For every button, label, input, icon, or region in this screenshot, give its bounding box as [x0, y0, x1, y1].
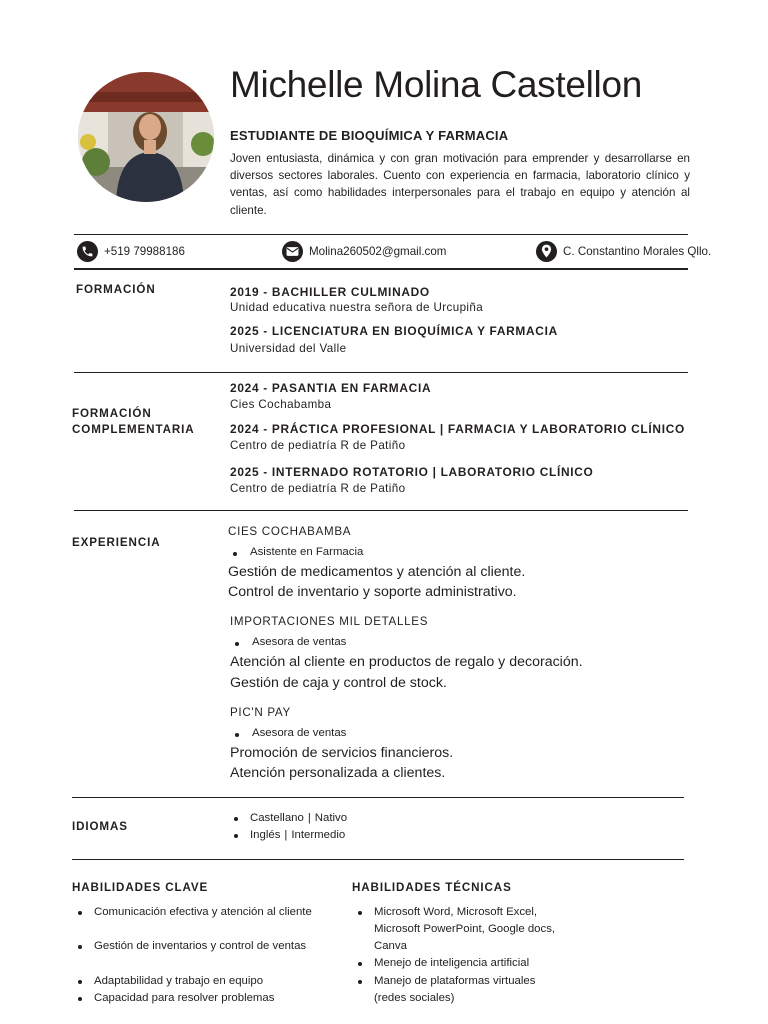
language-name: Castellano: [250, 812, 304, 824]
job-duty: Gestión de medicamentos y atención al cliente.: [228, 564, 526, 580]
training-place: Cies Cochabamba: [230, 398, 332, 411]
training-place: Centro de pediatría R de Patiño: [230, 482, 406, 495]
section-label-formacion: FORMACIÓN: [76, 283, 156, 296]
job-duty: Atención personalizada a clientes.: [230, 765, 446, 781]
divider: [74, 268, 688, 270]
candidate-name: Michelle Molina Castellon: [230, 64, 643, 105]
phone-icon: [77, 241, 98, 262]
profile-photo: [78, 72, 214, 202]
language-item: Inglés | Intermedio: [229, 827, 345, 844]
section-label-line: FORMACIÓN: [72, 407, 152, 420]
email-address[interactable]: Molina260502@gmail.com: [309, 244, 447, 258]
section-label-idiomas: IDIOMAS: [72, 820, 128, 833]
job-position: Asesora de ventas: [230, 636, 346, 648]
training-place: Centro de pediatría R de Patiño: [230, 439, 406, 452]
skill-item: Manejo de plataformas virtuales (redes sociales): [353, 973, 553, 1007]
profile-summary: Joven entusiasta, dinámica y con gran motivación para emprender y desarrollarse en diversos sectores laborales. Cuento con experiencia en farmacia, laboratorio clínico y ventas, así como habilidades interpersonales para el trabajo en equipo y atención al cliente.: [230, 152, 690, 217]
divider: [74, 234, 688, 235]
education-place: Universidad del Valle: [230, 342, 347, 355]
skill-item: Menejo de inteligencia artificial: [353, 955, 583, 972]
job-duty: Atención al cliente en productos de regalo y decoración.: [230, 654, 583, 670]
section-label-experiencia: EXPERIENCIA: [72, 536, 161, 549]
contact-phone: [77, 238, 185, 264]
section-label-line: COMPLEMENTARIA: [72, 423, 195, 436]
job-duty: Control de inventario y soporte administrativo.: [228, 584, 517, 600]
mail-icon: [282, 241, 303, 262]
section-label-habilidades-clave: HABILIDADES CLAVE: [72, 881, 209, 894]
contact-address: [536, 238, 711, 264]
training-title: 2025 - INTERNADO ROTATORIO | LABORATORIO CLÍNICO: [230, 465, 594, 479]
section-label-habilidades-tecnicas: HABILIDADES TÉCNICAS: [352, 881, 512, 894]
job-position: Asesora de ventas: [230, 727, 346, 739]
education-title: 2025 - LICENCIATURA EN BIOQUÍMICA Y FARMACIA: [230, 324, 558, 338]
training-title: 2024 - PRÁCTICA PROFESIONAL | FARMACIA Y LABORATORIO CLÍNICO: [230, 422, 685, 436]
job-company: CIES COCHABAMBA: [228, 525, 352, 538]
phone-number[interactable]: +519 79988186: [104, 244, 185, 258]
divider: [74, 510, 688, 511]
job-company: PIC'N PAY: [230, 706, 291, 719]
address: C. Constantino Morales Qllo.: [563, 244, 712, 258]
skill-item: Adaptabilidad y trabajo en equipo: [73, 973, 313, 990]
candidate-role: ESTUDIANTE DE BIOQUÍMICA Y FARMACIA: [230, 128, 509, 143]
contact-email: [282, 238, 446, 264]
skill-item: Comunicación efectiva y atención al cliente: [73, 904, 313, 921]
language-name: Inglés: [250, 829, 281, 841]
job-duty: Gestión de caja y control de stock.: [230, 675, 447, 691]
skill-item: Gestión de inventarios y control de ventas: [73, 938, 313, 955]
job-duty: Promoción de servicios financieros.: [230, 745, 454, 761]
section-label-complementaria: [72, 406, 195, 438]
divider: [74, 372, 688, 373]
skill-item: Capacidad para resolver problemas: [73, 990, 313, 1007]
divider: [72, 797, 684, 798]
divider: [72, 859, 684, 860]
job-position: Asistente en Farmacia: [228, 546, 363, 558]
education-title: 2019 - BACHILLER CULMINADO: [230, 285, 430, 299]
location-pin-icon: [536, 241, 557, 262]
job-company: IMPORTACIONES MIL DETALLES: [230, 615, 429, 628]
language-level: Nativo: [314, 812, 348, 824]
language-item: Castellano | Nativo: [229, 810, 347, 827]
language-level: Intermedio: [291, 829, 346, 841]
skill-item: Microsoft Word, Microsoft Excel, Microsoft PowerPoint, Google docs, Canva: [353, 904, 583, 955]
education-place: Unidad educativa nuestra señora de Urcupiña: [230, 301, 484, 314]
training-title: 2024 - PASANTIA EN FARMACIA: [230, 381, 432, 395]
